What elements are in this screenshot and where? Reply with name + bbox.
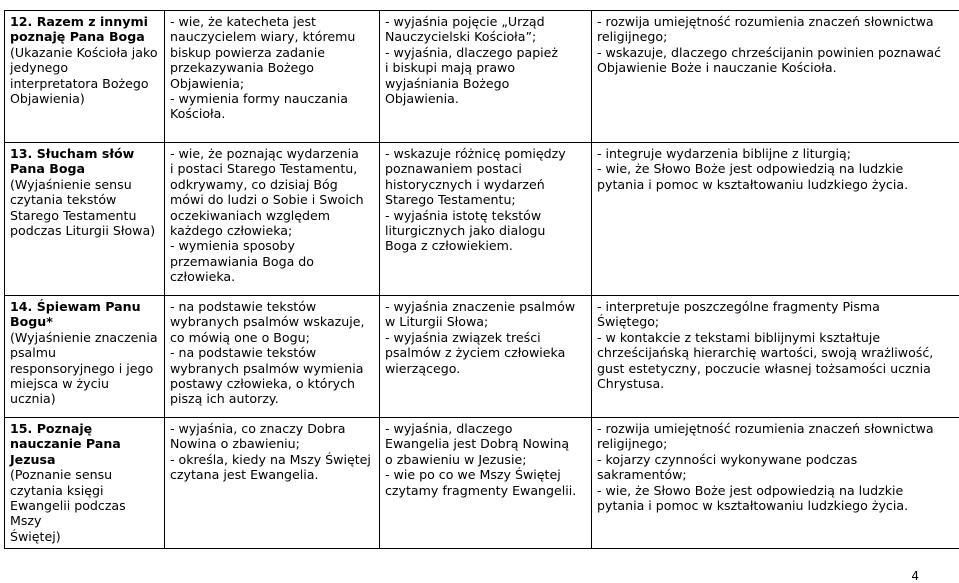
- text-line: każdego człowieka;: [170, 223, 374, 238]
- requirements-cell: [380, 143, 592, 296]
- text-line: psalmu: [10, 345, 159, 360]
- text-line: pytania i pomoc w kształtowaniu ludzkiego życia.: [597, 498, 954, 513]
- text-line: Starego Testamentu: [10, 208, 159, 223]
- text-line: - wyjaśnia, dlaczego papież: [385, 45, 586, 60]
- text-line: - wyjaśnia pojęcie „Urząd: [385, 14, 586, 29]
- lesson-title: [10, 421, 159, 467]
- text-line: - wskazuje, dlaczego chrześcijanin powinien poznawać: [597, 45, 954, 60]
- text-line: - w kontakcie z tekstami biblijnymi kształtuje: [597, 330, 954, 345]
- text-line: interpretatora Bożego: [10, 76, 159, 91]
- text-line: Boga z człowiekiem.: [385, 238, 586, 253]
- curriculum-table: [4, 10, 959, 549]
- cell-text: [170, 299, 374, 407]
- text-line: religijnego;: [597, 29, 954, 44]
- text-line: sakramentów;: [597, 467, 954, 482]
- page-number: 4: [911, 570, 919, 582]
- requirements-cell: [165, 296, 380, 418]
- cell-text: [597, 299, 954, 391]
- text-line: - wymienia formy nauczania: [170, 91, 374, 106]
- text-line: wierzącego.: [385, 361, 586, 376]
- lesson-subtitle: [10, 467, 159, 544]
- text-line: - wie po co we Mszy Świętej: [385, 467, 586, 482]
- text-line: Jezusa: [10, 452, 159, 467]
- text-line: przemawiania Boga do: [170, 254, 374, 269]
- text-line: nauczycielem wiary, któremu: [170, 29, 374, 44]
- text-line: poznawaniem postaci: [385, 161, 586, 176]
- cell-text: [385, 14, 586, 106]
- text-line: (Wyjaśnienie sensu: [10, 177, 159, 192]
- text-line: liturgicznych jako dialogu: [385, 223, 586, 238]
- text-line: 14. Śpiewam Panu: [10, 299, 159, 314]
- lesson-subtitle: [10, 330, 159, 407]
- requirements-cell: [592, 296, 959, 418]
- table-row: [5, 418, 959, 549]
- lesson-subtitle: [10, 45, 159, 107]
- lesson-cell: [5, 11, 165, 143]
- text-line: wybranych psalmów wymienia: [170, 361, 374, 376]
- text-line: odkrywamy, co dzisiaj Bóg: [170, 177, 374, 192]
- requirements-cell: [592, 11, 959, 143]
- lesson-cell: [5, 296, 165, 418]
- text-line: - wie, że Słowo Boże jest odpowiedzią na ludzkie: [597, 161, 954, 176]
- text-line: mówi do ludzi o Sobie i Swoich: [170, 192, 374, 207]
- text-line: postawy człowieka, o których: [170, 376, 374, 391]
- text-line: - na podstawie tekstów: [170, 299, 374, 314]
- text-line: - wyjaśnia znaczenie psalmów: [385, 299, 586, 314]
- text-line: co mówią one o Bogu;: [170, 330, 374, 345]
- text-line: - kojarzy czynności wykonywane podczas: [597, 452, 954, 467]
- lesson-cell: [5, 418, 165, 549]
- text-line: nauczanie Pana: [10, 436, 159, 451]
- text-line: Objawienia.: [385, 91, 586, 106]
- text-line: Kościoła.: [170, 106, 374, 121]
- text-line: - interpretuje poszczególne fragmenty Pisma: [597, 299, 954, 314]
- text-line: Chrystusa.: [597, 376, 954, 391]
- text-line: Starego Testamentu;: [385, 192, 586, 207]
- text-line: - na podstawie tekstów: [170, 345, 374, 360]
- requirements-cell: [380, 11, 592, 143]
- text-line: jedynego: [10, 60, 159, 75]
- cell-text: [385, 421, 586, 498]
- cell-text: [597, 146, 954, 192]
- requirements-cell: [592, 418, 959, 549]
- text-line: - rozwija umiejętność rozumienia znaczeń słownictwa: [597, 14, 954, 29]
- text-line: - integruje wydarzenia biblijne z liturgią;: [597, 146, 954, 161]
- text-line: chrześcijańską hierarchię wartości, swoją wrażliwość,: [597, 345, 954, 360]
- lesson-subtitle: [10, 177, 159, 239]
- text-line: Świętego;: [597, 314, 954, 329]
- text-line: - wyjaśnia, co znaczy Dobra: [170, 421, 374, 436]
- text-line: miejsca w życiu: [10, 376, 159, 391]
- text-line: Objawienia): [10, 91, 159, 106]
- text-line: Objawienie Boże i nauczanie Kościoła.: [597, 60, 954, 75]
- cell-text: [170, 14, 374, 122]
- text-line: Objawienia;: [170, 76, 374, 91]
- cell-text: [170, 146, 374, 285]
- text-line: - wyjaśnia istotę tekstów: [385, 208, 586, 223]
- text-line: i biskupi mają prawo: [385, 60, 586, 75]
- text-line: podczas Liturgii Słowa): [10, 223, 159, 238]
- requirements-cell: [165, 11, 380, 143]
- lesson-title: [10, 14, 159, 45]
- text-line: Pana Boga: [10, 161, 159, 176]
- cell-text: [385, 146, 586, 254]
- text-line: czytania księgi: [10, 483, 159, 498]
- cell-text: [597, 14, 954, 76]
- requirements-cell: [592, 143, 959, 296]
- table-row: [5, 143, 959, 296]
- text-line: - określa, kiedy na Mszy Świętej: [170, 452, 374, 467]
- text-line: w Liturgii Słowa;: [385, 314, 586, 329]
- text-line: - rozwija umiejętność rozumienia znaczeń słownictwa: [597, 421, 954, 436]
- requirements-cell: [380, 418, 592, 549]
- text-line: Świętej): [10, 529, 159, 544]
- text-line: - wskazuje różnicę pomiędzy: [385, 146, 586, 161]
- text-line: czytamy fragmenty Ewangelii.: [385, 483, 586, 498]
- text-line: uczniа): [10, 391, 159, 406]
- text-line: gust estetyczny, poczucie własnej tożsamości ucznia: [597, 361, 954, 376]
- cell-text: [597, 421, 954, 513]
- text-line: Ewangelia jest Dobrą Nowiną: [385, 436, 586, 451]
- text-line: 15. Poznaję: [10, 421, 159, 436]
- requirements-cell: [165, 143, 380, 296]
- text-line: Bogu*: [10, 314, 159, 329]
- text-line: człowieka.: [170, 269, 374, 284]
- text-line: (Poznanie sensu: [10, 467, 159, 482]
- lesson-title: [10, 299, 159, 330]
- text-line: i postaci Starego Testamentu,: [170, 161, 374, 176]
- text-line: poznaję Pana Boga: [10, 29, 159, 44]
- text-line: czytania tekstów: [10, 192, 159, 207]
- text-line: Nauczycielski Kościoła”;: [385, 29, 586, 44]
- requirements-cell: [165, 418, 380, 549]
- lesson-cell: [5, 143, 165, 296]
- text-line: religijnego;: [597, 436, 954, 451]
- table-row: [5, 296, 959, 418]
- text-line: wyjaśniania Bożego: [385, 76, 586, 91]
- text-line: - wie, że Słowo Boże jest odpowiedzią na ludzkie: [597, 483, 954, 498]
- text-line: o zbawieniu w Jezusie;: [385, 452, 586, 467]
- text-line: responsoryjnego i jego: [10, 361, 159, 376]
- text-line: Nowina o zbawieniu;: [170, 436, 374, 451]
- cell-text: [170, 421, 374, 483]
- text-line: piszą ich autorzy.: [170, 391, 374, 406]
- lesson-title: [10, 146, 159, 177]
- text-line: pytania i pomoc w kształtowaniu ludzkiego życia.: [597, 177, 954, 192]
- cell-text: [385, 299, 586, 376]
- text-line: psalmów z życiem człowieka: [385, 345, 586, 360]
- text-line: przekazywania Bożego: [170, 60, 374, 75]
- text-line: (Ukazanie Kościoła jako: [10, 45, 159, 60]
- text-line: biskup powierza zadanie: [170, 45, 374, 60]
- text-line: czytana jest Ewangelia.: [170, 467, 374, 482]
- text-line: Ewangelii podczas Mszy: [10, 498, 159, 529]
- text-line: 13. Słucham słów: [10, 146, 159, 161]
- text-line: - wyjaśnia, dlaczego: [385, 421, 586, 436]
- text-line: 12. Razem z innymi: [10, 14, 159, 29]
- text-line: (Wyjaśnienie znaczenia: [10, 330, 159, 345]
- text-line: - wyjaśnia związek treści: [385, 330, 586, 345]
- text-line: - wie, że poznając wydarzenia: [170, 146, 374, 161]
- table-row: [5, 11, 959, 143]
- requirements-cell: [380, 296, 592, 418]
- text-line: wybranych psalmów wskazuje,: [170, 314, 374, 329]
- text-line: - wie, że katecheta jest: [170, 14, 374, 29]
- text-line: - wymienia sposoby: [170, 238, 374, 253]
- text-line: historycznych i wydarzeń: [385, 177, 586, 192]
- text-line: oczekiwaniach względem: [170, 208, 374, 223]
